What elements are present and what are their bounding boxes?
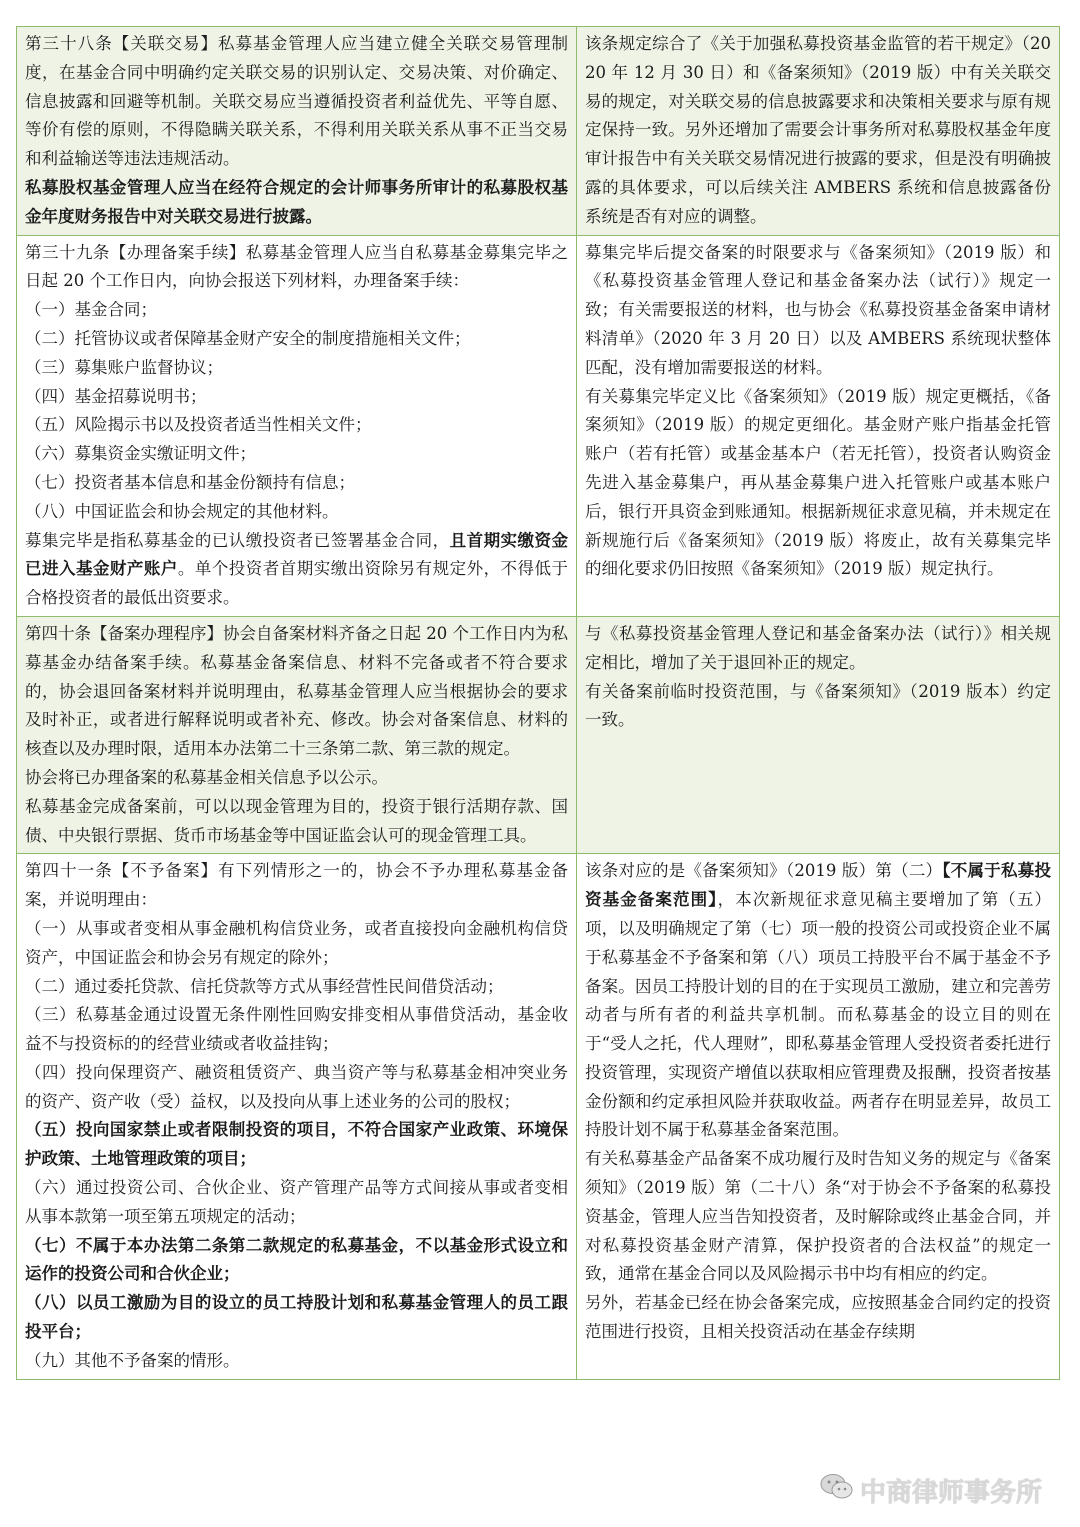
bold-text: （七）不属于本办法第二条第二款规定的私募基金，不以基金形式设立和运作的投资公司和合伙企业；: [25, 1235, 568, 1284]
text: （二）托管协议或者保障基金财产安全的制度措施相关文件；: [25, 328, 471, 348]
text: 第三十八条【关联交易】私募基金管理人应当建立健全关联交易管理制度，在基金合同中明确约定关联交易的识别认定、交易决策、对价确定、信息披露和回避等机制。关联交易应当遵循投资者利益优先、平等自愿、等价有偿的原则，不得隐瞒关联关系，不得利用关联关系从事不正当交易和利益输送等违法违规活动。: [25, 34, 568, 169]
paragraph: [585, 383, 1051, 585]
regulation-article-cell: [17, 235, 577, 616]
paragraph: [25, 498, 568, 527]
bold-text: （五）投向国家禁止或者限制投资的项目，不符合国家产业政策、环境保护政策、土地管理政策的项目；: [25, 1120, 568, 1169]
paragraph: [25, 239, 568, 297]
commentary-cell: [577, 235, 1060, 616]
text: 第三十九条【办理备案手续】私募基金管理人应当自私募基金募集完毕之日起 20 个工作日内，向协会报送下列材料，办理备案手续：: [25, 242, 568, 291]
paragraph: [25, 764, 568, 793]
text: 该条规定综合了《关于加强私募投资基金监管的若干规定》（2020 年 12 月 30 日）和《备案须知》（2019 版）中有关关联交易的规定，对关联交易的信息披露要求和决策相关要求与原有规定保持一致。另外还增加了需要会计事务所对私募股权基金年度审计报告中有关关联交易情况进行披露的要求，但是没有明确披露的具体要求，可以后续关注 AMBERS 系统和信息披露备份系统是否有对应的调整。: [585, 34, 1051, 226]
watermark: [820, 1470, 1060, 1510]
text: （六）通过投资公司、合伙企业、资产管理产品等方式间接从事或者变相从事本款第一项至第五项规定的活动；: [25, 1178, 568, 1226]
paragraph: [25, 440, 568, 469]
paragraph: [25, 1174, 568, 1232]
paragraph: [585, 239, 1051, 383]
paragraph: [25, 30, 568, 174]
text: 有关私募基金产品备案不成功履行及时告知义务的规定与《备案须知》（2019 版）第（二十八）条“对于协会不予备案的私募投资基金，管理人应当告知投资者，及时解除或终止基金合同，并对私募投资基金财产清算，保护投资者的合法权益”的规定一致，通常在基金合同以及风险揭示书中均有相应的约定。: [585, 1149, 1051, 1284]
paragraph: [25, 1347, 568, 1376]
text: ，本次新规征求意见稿主要增加了第（五）项，以及明确规定了第（七）项一般的投资公司或投资企业不属于私募基金不予备案和第（八）项员工持股平台不属于基金不予备案。因员工持股计划的目的在于实现员工激励，建立和完善劳动者与所有者的利益共享机制。而私募基金的设立目的则在于“受人之托，代人理财”，即私募基金管理人受投资者委托进行投资管理，实现资产增值以获取相应管理费及报酬，投资者按基金份额和约定承担风险并获取收益。两者存在明显差异，故员工持股计划不属于私募基金备案范围。: [585, 890, 1052, 1140]
text: 第四十一条【不予备案】有下列情形之一的，协会不予办理私募基金备案，并说明理由：: [25, 861, 568, 910]
text: 有关备案前临时投资范围，与《备案须知》（2019 版本）约定一致。: [585, 681, 1051, 730]
bold-text: 私募股权基金管理人应当在经符合规定的会计师事务所审计的私募股权基金年度财务报告中对关联交易进行披露。: [25, 177, 568, 226]
wechat-icon: [820, 1473, 854, 1508]
watermark-text: 中商律师事务所: [860, 1477, 1043, 1508]
bold-text: 【不属于私募投资基金备案范围】: [585, 861, 1051, 910]
text: （二）通过委托贷款、信托贷款等方式从事经营性民间借贷活动；: [25, 976, 504, 996]
paragraph: [585, 620, 1051, 678]
paragraph: [25, 383, 568, 412]
text: 协会将已办理备案的私募基金相关信息予以公示。: [25, 767, 388, 787]
paragraph: [25, 354, 568, 383]
text: （一）基金合同；: [25, 300, 157, 320]
paragraph: [25, 325, 568, 354]
text: （八）中国证监会和协会规定的其他材料。: [25, 501, 339, 521]
text: 有关募集完毕定义比《备案须知》（2019 版）规定更概括，《备案须知》（2019 版）的规定更细化。基金财产账户指基金托管账户（若有托管）或基金基本户（若无托管），投资者认购资金先进入基金募集户，再从基金募集户进入托管账户或基本账户后，银行开具资金到账通知。根据新规征求意见稿，并未规定在新规施行后《备案须知》（2019 版）将废止，故有关募集完毕的细化要求仍旧按照《备案须知》（2019 版）规定执行。: [585, 386, 1051, 579]
table-row: [17, 854, 1060, 1379]
text: 另外，若基金已经在协会备案完成，应按照基金合同约定的投资范围进行投资，且相关投资活动在基金存续期: [585, 1293, 1051, 1342]
text: （七）投资者基本信息和基金份额持有信息；: [25, 472, 355, 492]
table-row: [17, 235, 1060, 616]
text: （三）募集账户监督协议；: [25, 357, 223, 377]
regulation-article-cell: [17, 27, 577, 236]
text: 。单个投资者首期实缴出资除另有规定外，不得低于合格投资者的最低出资要求。: [25, 559, 569, 608]
paragraph: [25, 793, 568, 851]
paragraph: [25, 1059, 568, 1117]
regulation-comparison-table: [16, 26, 1060, 1380]
text: 该条对应的是《备案须知》（2019 版）第（二）: [585, 861, 943, 881]
text: 私募基金完成备案前，可以以现金管理为目的，投资于银行活期存款、国债、中央银行票据、货币市场基金等中国证监会认可的现金管理工具。: [25, 796, 568, 845]
text: 与《私募投资基金管理人登记和基金备案办法（试行）》相关规定相比，增加了关于退回补正的规定。: [585, 623, 1051, 672]
commentary-cell: [577, 27, 1060, 236]
paragraph: [25, 296, 568, 325]
paragraph: [25, 1001, 568, 1059]
text: （五）风险揭示书以及投资者适当性相关文件；: [25, 415, 372, 435]
text: （六）募集资金实缴证明文件；: [25, 444, 256, 464]
commentary-cell: [577, 854, 1060, 1379]
paragraph: [25, 973, 568, 1002]
text: 募集完毕是指私募基金的已认缴投资者已签署基金合同，: [25, 530, 450, 550]
text: 募集完毕后提交备案的时限要求与《备案须知》（2019 版）和《私募投资基金管理人登记和基金备案办法（试行）》规定一致；有关需要报送的材料，也与协会《私募投资基金备案申请材料清单》（2020 年 3 月 20 日）以及 AMBERS 系统现状整体匹配，没有增加需要报送的材料。: [585, 242, 1051, 377]
paragraph: [25, 857, 568, 915]
regulation-article-cell: [17, 854, 577, 1379]
bold-text: （八）以员工激励为目的设立的员工持股计划和私募基金管理人的员工跟投平台；: [25, 1293, 568, 1342]
commentary-cell: [577, 616, 1060, 853]
paragraph: [585, 678, 1051, 736]
paragraph: [585, 1145, 1051, 1289]
text: （一）从事或者变相从事金融机构信贷业务，或者直接投向金融机构信贷资产，中国证监会和协会另有规定的除外；: [25, 918, 568, 967]
paragraph: [25, 1116, 568, 1174]
paragraph: [585, 857, 1051, 1145]
paragraph: [25, 527, 568, 613]
paragraph: [585, 30, 1051, 232]
paragraph: [25, 469, 568, 498]
text: （四）投向保理资产、融资租赁资产、典当资产等与私募基金相冲突业务的资产、资产收（受）益权，以及投向从事上述业务的公司的股权；: [25, 1062, 568, 1111]
paragraph: [25, 620, 568, 764]
table-row: [17, 27, 1060, 236]
paragraph: [25, 174, 568, 232]
paragraph: [25, 411, 568, 440]
table-row: [17, 616, 1060, 853]
paragraph: [25, 1232, 568, 1290]
bold-text: 且首期实缴资金已进入基金财产账户: [25, 530, 569, 579]
regulation-article-cell: [17, 616, 577, 853]
text: （九）其他不予备案的情形。: [25, 1350, 240, 1370]
text: （四）基金招募说明书；: [25, 386, 207, 406]
paragraph: [25, 1289, 568, 1347]
text: 第四十条【备案办理程序】协会自备案材料齐备之日起 20 个工作日内为私募基金办结备案手续。私募基金备案信息、材料不完备或者不符合要求的，协会退回备案材料并说明理由，私募基金管理人应当根据协会的要求及时补正，或者进行解释说明或者补充、修改。协会对备案信息、材料的核查以及办理时限，适用本办法第二十三条第二款、第三款的规定。: [25, 623, 568, 759]
paragraph: [585, 1289, 1051, 1347]
paragraph: [25, 915, 568, 973]
text: （三）私募基金通过设置无条件刚性回购安排变相从事借贷活动，基金收益不与投资标的的经营业绩或者收益挂钩；: [25, 1005, 568, 1054]
